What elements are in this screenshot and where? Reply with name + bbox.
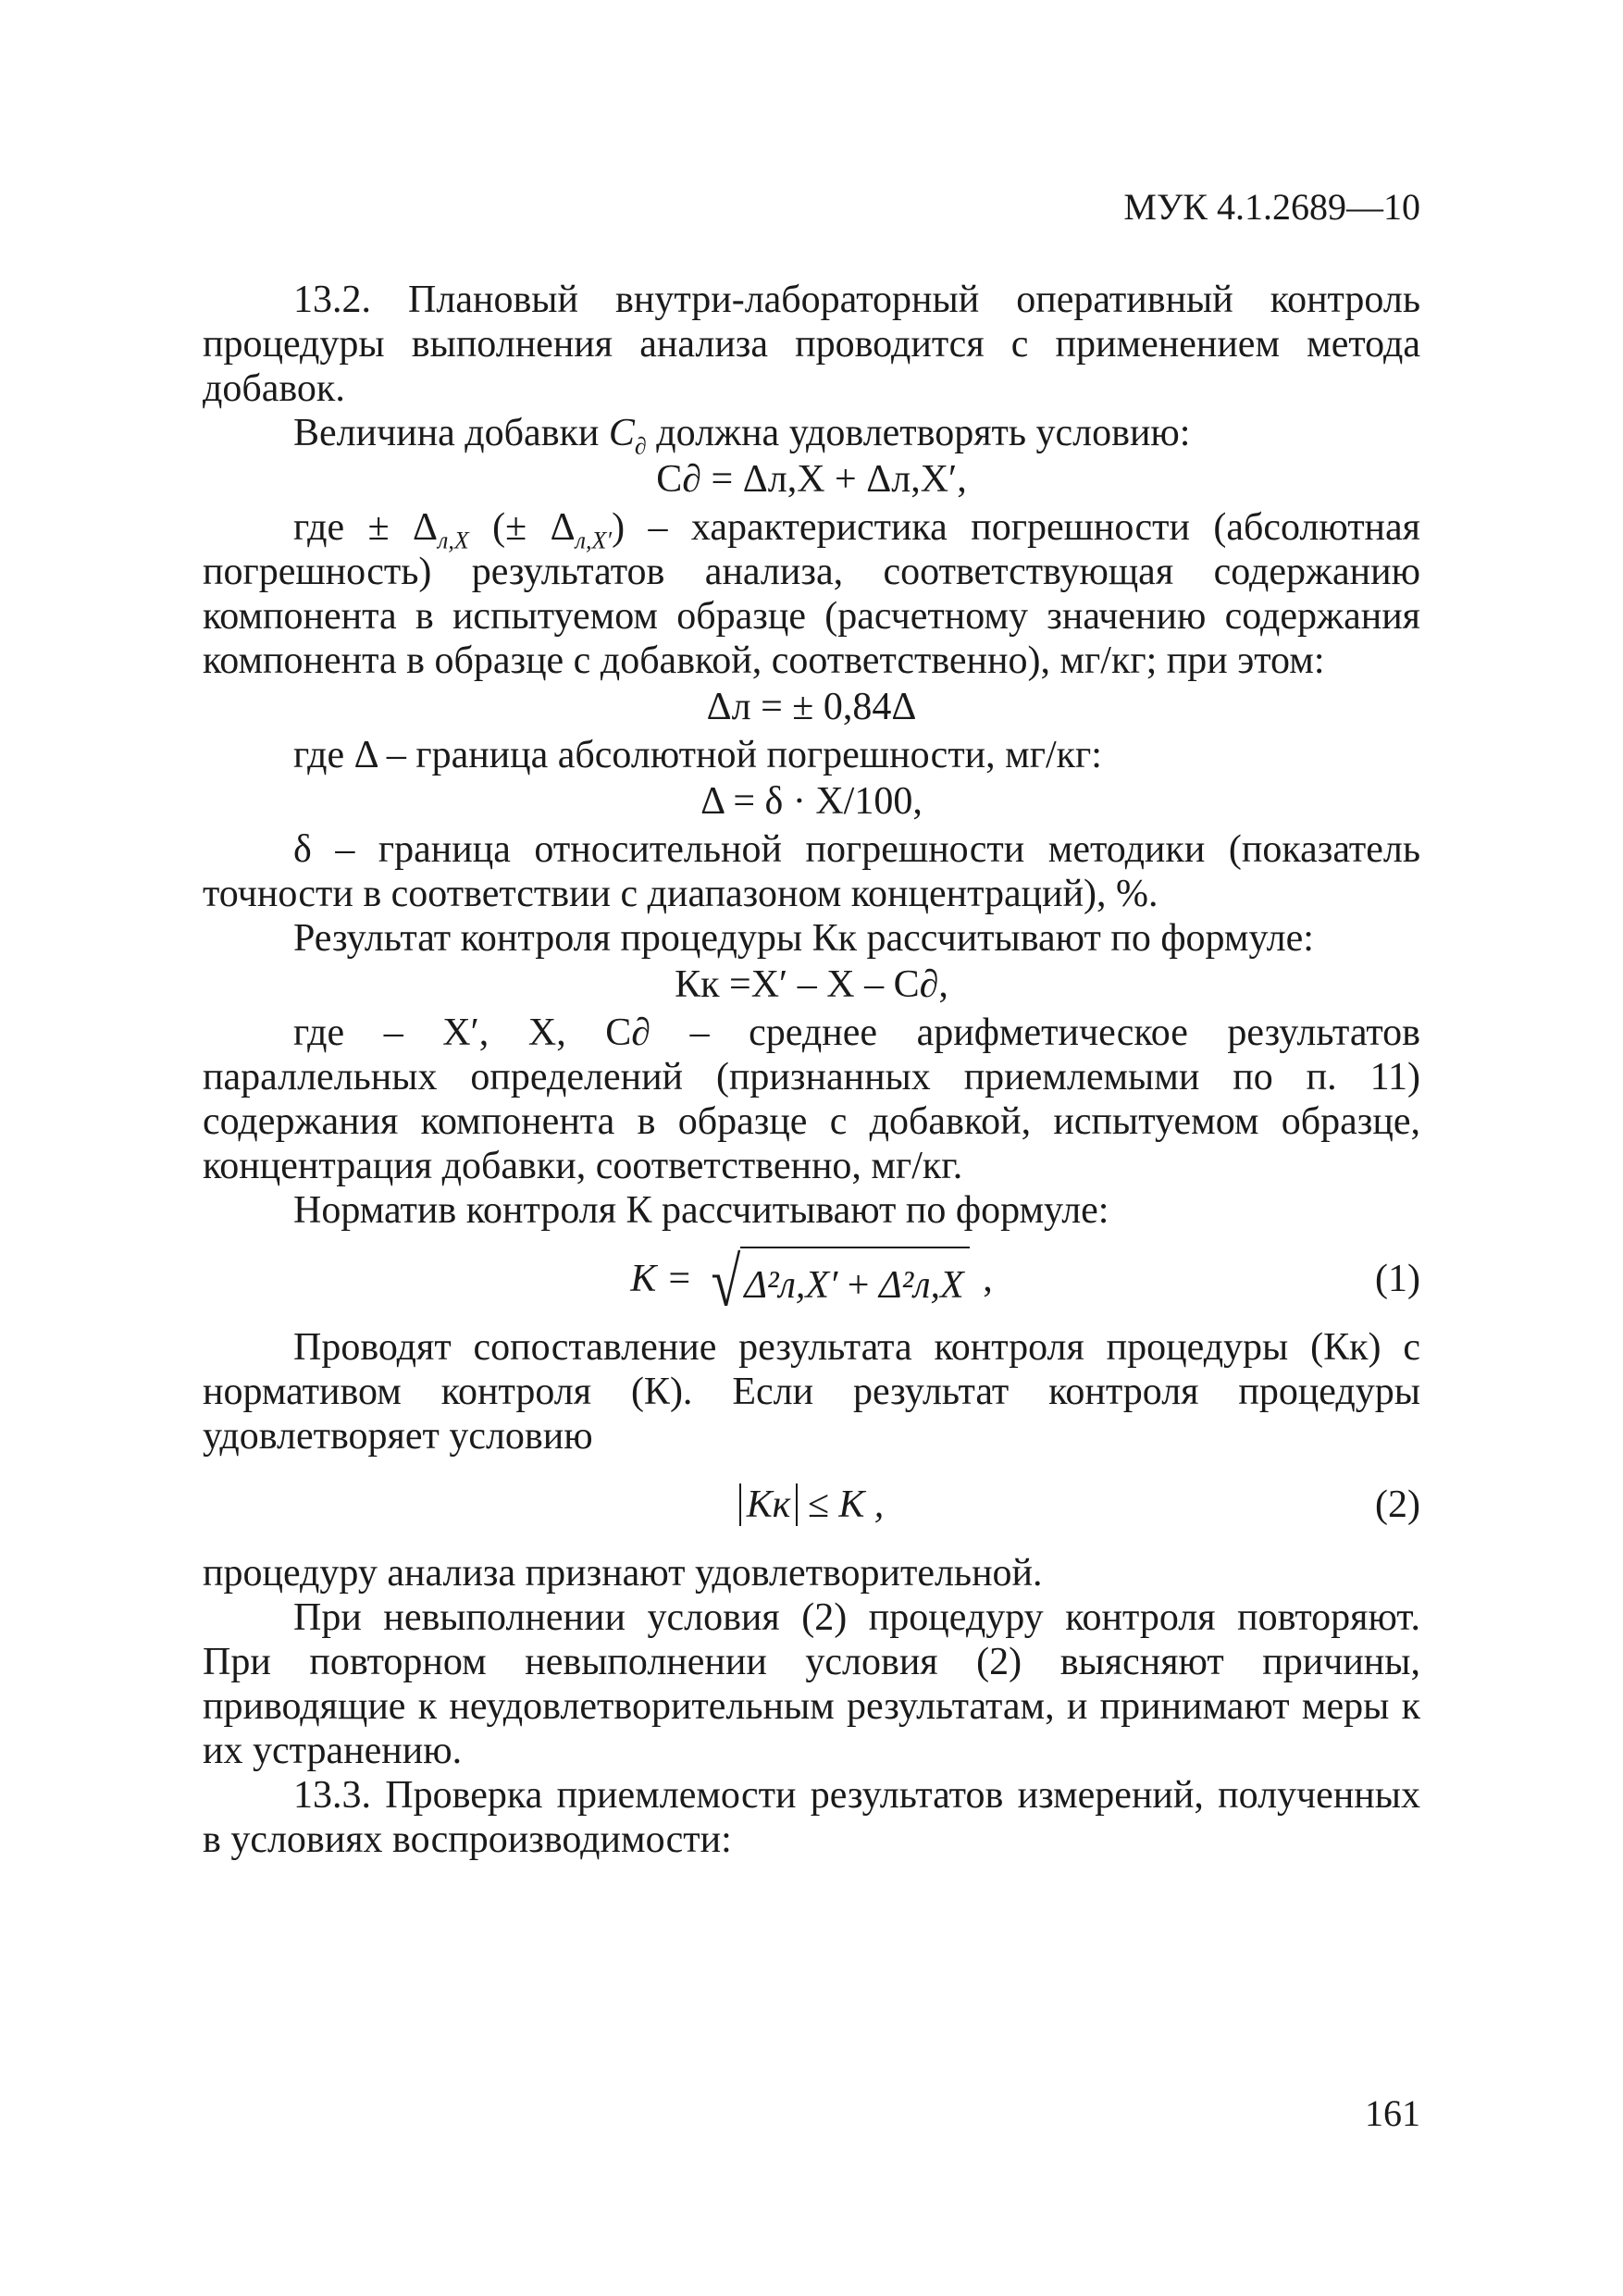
paragraph-13-3: 13.3. Проверка приемлемости результатов измерений, полученных в условиях воспроизводимости: [203,1774,1420,1861]
subscript: л,X′ [575,527,613,554]
eq2-rhs: ≤ К , [807,1483,885,1526]
equation-additive: С∂ = Δл,X + Δл,X′, [656,458,967,501]
equation-kk: Кк =X′ – X – С∂, [675,963,948,1006]
paragraph-control-result: Результат контроля процедуры Кк рассчитывают по формуле: [293,917,1314,960]
text-fragment: должна удовлетворять условию: [646,412,1191,454]
equation-delta-l: Δл = ± 0,84Δ [706,686,917,728]
paragraph-mean-definitions: где – X′, X, С∂ – среднее арифметическое результатов параллельных определений (признанных приемлемыми по п. 11) содержания компонента в образце с добавкой, испытуемом образце, концентрация добавки, соответственно, мг/кг. [203,1011,1420,1187]
equation-number-2: (2) [1375,1483,1420,1526]
page-number: 161 [1365,2092,1420,2134]
radicand-term-1: Δ²л,X′ [744,1263,838,1307]
equation-delta: Δ = δ · X/100, [700,780,923,823]
paragraph-relative-error: δ – граница относительной погрешности методики (показатель точности в соответствии с диапазоном концентраций), %. [203,828,1420,915]
equation-1-norm [203,1242,1420,1322]
text-fragment: где ± Δ [293,506,439,549]
eq1-lhs: К = [630,1258,693,1300]
paragraph-repeat-control: При невыполнении условия (2) процедуру контроля повторяют. При повторном невыполнении условия (2) выясняют причины, приводящие к неудовлетворительным результатам, и принимают меры к их устранению. [203,1596,1420,1772]
paragraph-satisfactory: процедуру анализа признают удовлетворительной. [203,1552,1043,1595]
var-c-sub: ∂ [634,432,647,460]
page-body [203,278,1420,1862]
abs-kk: Кк [739,1483,799,1526]
paragraph-additive-size [203,411,1420,460]
paragraph-comparison: Проводят сопоставление результата контроля процедуры (Кк) с нормативом контроля (К). Если результат контроля процедуры удовлетворяет условию [203,1326,1420,1458]
document-code-header: МУК 4.1.2689—10 [1123,186,1420,228]
subscript: л,X [438,527,469,554]
radical-sign-icon: √ [711,1242,741,1322]
text-fragment: (± Δ [468,506,576,549]
equation-2-condition [203,1471,1420,1538]
paragraph-control-norm: Норматив контроля К рассчитывают по формуле: [293,1189,1109,1232]
text-fragment: Величина добавки [293,412,609,454]
text-fragment: ) – характеристика погрешности (абсолютная погрешность) результатов анализа, соответствующая содержанию компонента в испытуемом образце (расчетному значению содержания компонента в образце с добавкой, соответственно), мг/кг; при этом: [203,506,1420,682]
plus-sign: + [847,1263,870,1307]
paragraph-error-characteristic [203,505,1420,683]
equation-number-1: (1) [1375,1258,1420,1300]
eq1-tail: , [983,1258,993,1300]
radicand [740,1247,969,1319]
radicand-term-2: Δ²л,X [878,1263,964,1307]
var-c: С [608,412,635,454]
paragraph-13-2: 13.2. Плановый внутри-лабораторный оперативный контроль процедуры выполнения анализа проводится с применением метода добавок. [203,279,1420,410]
square-root [711,1242,970,1322]
paragraph-absolute-error: где Δ – граница абсолютной погрешности, мг/кг: [293,734,1102,776]
